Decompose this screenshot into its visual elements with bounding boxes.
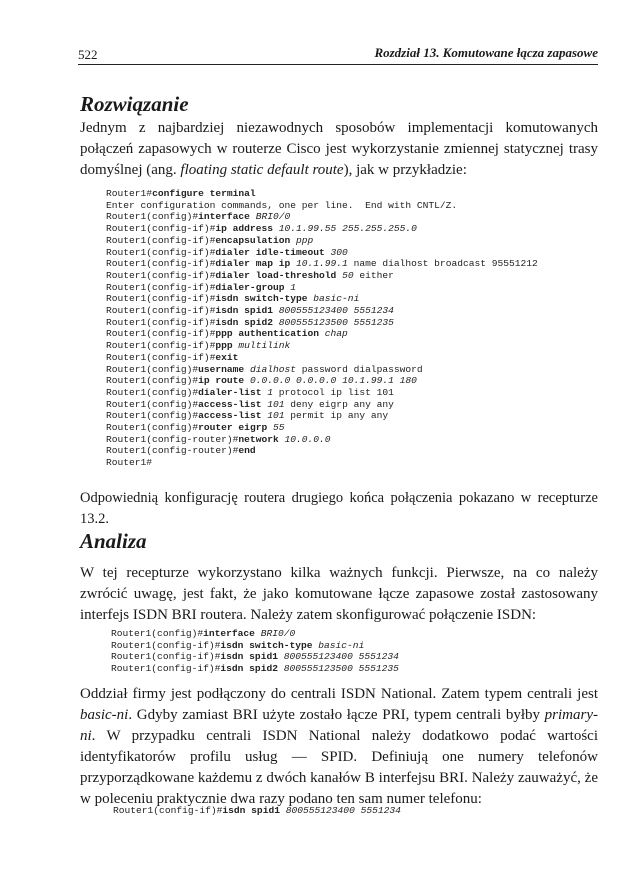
code-line (106, 422, 538, 434)
code-line (111, 651, 399, 663)
code-prompt: Router1(config)# (106, 410, 199, 422)
intro-tail: ), jak w przykładzie: (343, 162, 467, 178)
para2-text-c: . Gdyby zamiast BRI użyte zostało łącze PRI, typem centrali byłby (128, 707, 545, 723)
page-header (78, 45, 598, 63)
code-cmd: isdn spid2 (215, 316, 279, 328)
code-arg: 10.1.99.55 255.255.255.0 (278, 223, 417, 235)
code-tail: permit ip any any (290, 410, 389, 422)
code-prompt: Router1(config)# (106, 422, 199, 434)
code-tail: name dialhost broadcast 95551212 (353, 258, 538, 270)
code-cmd: dialer map ip (215, 258, 296, 270)
para2-text-a: Oddział firmy jest podłączony do centrali ISDN National. Zatem typem centrali jest (80, 686, 598, 702)
page-number: 522 (78, 47, 98, 62)
code-cmd: dialer load-threshold (215, 269, 343, 281)
code-line (106, 282, 538, 294)
intro-term: floating static default route (180, 162, 344, 178)
code-cmd: isdn spid1 (215, 305, 279, 317)
code-prompt: Router1(config-if)# (111, 651, 221, 663)
code-tail: protocol ip list 101 (278, 386, 394, 398)
code-line (106, 258, 538, 270)
code-prompt: Router1(config)# (111, 628, 204, 639)
code-cmd: ppp authentication (215, 328, 325, 340)
code-prompt: Router1(config)# (106, 386, 199, 398)
code-cmd: end (238, 445, 256, 457)
code-prompt: Router1(config-if)# (106, 328, 216, 340)
code-cmd: ppp (215, 340, 239, 352)
code-prompt: Router1(config-if)# (106, 351, 216, 363)
code-arg: 0.0.0.0 0.0.0.0 10.1.99.1 180 (249, 375, 417, 387)
code-prompt: Router1(config-if)# (106, 316, 216, 328)
code-arg: chap (324, 328, 348, 340)
code-line (113, 805, 401, 817)
code-line (106, 211, 538, 223)
intro-lead: Jednym z najbardziej niezawodnych sposobów implementacji komutowanych połączeń zapasowych w routerze Cisco jest wykorzystanie zmiennej statycznej trasy domyślnej (ang. (80, 120, 598, 178)
code-arg: 101 (267, 410, 291, 422)
code-cmd: access-list (198, 398, 268, 410)
code-line (106, 399, 538, 411)
running-head: Rozdział 13. Komutowane łącza zapasowe (374, 45, 598, 60)
code-prompt: Router1(config-if)# (111, 663, 221, 675)
code-line (106, 364, 538, 376)
code-prompt: Router1# (106, 457, 153, 469)
code-cmd: username (198, 363, 250, 375)
code-line (106, 317, 538, 329)
code-arg: 1 (290, 281, 296, 293)
code-prompt: Router1(config-if)# (106, 234, 216, 246)
code-arg: 50 (342, 269, 360, 281)
code-cmd: isdn spid1 (222, 805, 286, 816)
code-prompt: Router1(config)# (106, 363, 199, 375)
isdn-config-listing (111, 628, 399, 675)
code-prompt: Router1(config-router)# (106, 433, 239, 445)
code-cmd: isdn switch-type (215, 293, 314, 305)
section-heading-analysis: Analiza (80, 529, 147, 553)
code-arg: 800555123500 5551235 (278, 316, 394, 328)
code-line (106, 200, 538, 212)
code-prompt: Router1(config)# (106, 398, 199, 410)
code-arg: basic-ni (318, 639, 365, 651)
code-prompt: Enter configuration commands, one per line. End with CNTL/Z. (106, 199, 458, 211)
para2-term-primary-ni: primary-ni (80, 707, 598, 744)
code-line (106, 328, 538, 340)
para2-text-e: . W przypadku centrali ISDN National należy dodatkowo podać wartości identyfikatorów profilu usług — SPID. Definiują one numery telefonów przyporządkowane każdemu z dwóch kanałów B interfejsu BRI. Należy zauważyć, że w poleceniu praktycznie dwa razy podano ten sam numer telefonu: (80, 728, 598, 807)
code-cmd: interface (198, 211, 256, 223)
code-line (106, 235, 538, 247)
spid-listing (113, 805, 401, 817)
analysis-paragraph-1: W tej recepturze wykorzystano kilka ważnych funkcji. Pierwsze, na co należy zwrócić uwagę, jest fakt, że jako komutowane łącze zapasowe został zastosowany interfejs ISDN BRI routera. Należy zatem skonfigurować połączenie ISDN: (80, 565, 598, 623)
code-tail: either (359, 269, 394, 281)
section-heading-solution: Rozwiązanie (80, 92, 189, 116)
code-arg: 800555123500 5551235 (283, 663, 399, 675)
code-cmd: configure terminal (152, 188, 256, 199)
code-arg: 300 (330, 246, 348, 258)
code-line (106, 387, 538, 399)
code-tail: deny eigrp any any (290, 398, 394, 410)
code-line (106, 340, 538, 352)
code-line (106, 247, 538, 259)
code-cmd: ip address (215, 223, 279, 235)
code-arg: multilink (238, 340, 291, 352)
code-line (106, 293, 538, 305)
code-prompt: Router1(config)# (106, 375, 199, 387)
para2-term-basic-ni: basic-ni (80, 707, 129, 723)
code-prompt: Router1(config-if)# (106, 258, 216, 270)
code-cmd: dialer idle-timeout (215, 246, 331, 258)
intro-paragraph (80, 118, 598, 181)
code-prompt: Router1# (106, 188, 153, 199)
code-line (106, 352, 538, 364)
code-line (106, 410, 538, 422)
code-cmd: isdn switch-type (220, 639, 319, 651)
code-arg: 1 (267, 386, 279, 398)
code-cmd: encapsulation (215, 234, 296, 246)
code-arg: basic-ni (313, 293, 360, 305)
code-line (106, 270, 538, 282)
code-cmd: isdn spid1 (220, 651, 284, 663)
code-prompt: Router1(config-if)# (111, 639, 221, 651)
code-arg: dialhost (249, 363, 302, 375)
code-arg: 10.1.99.1 (296, 258, 354, 270)
code-prompt: Router1(config-if)# (106, 293, 216, 305)
code-cmd: isdn spid2 (220, 663, 284, 675)
code-arg: BRI0/0 (260, 628, 296, 639)
config-listing (106, 188, 538, 469)
code-line (111, 663, 399, 675)
code-line (111, 640, 399, 652)
code-cmd: exit (215, 351, 239, 363)
code-line (106, 188, 538, 200)
code-cmd: interface (203, 628, 261, 639)
code-prompt: Router1(config-if)# (106, 281, 216, 293)
code-prompt: Router1(config-if)# (106, 269, 216, 281)
code-prompt: Router1(config-if)# (106, 305, 216, 317)
code-cmd: access-list (198, 410, 268, 422)
code-line (106, 375, 538, 387)
code-line (106, 457, 538, 469)
code-prompt: Router1(config)# (106, 211, 199, 223)
header-rule (78, 64, 598, 65)
reference-paragraph: Odpowiednią konfigurację routera drugiego końca połączenia pokazano w recepturze 13.2. (80, 490, 598, 527)
code-line (106, 305, 538, 317)
code-line (111, 628, 399, 640)
code-tail: password dialpassword (301, 363, 423, 375)
code-line (106, 445, 538, 457)
code-arg: 55 (272, 422, 285, 434)
code-line (106, 223, 538, 235)
code-arg: 101 (267, 398, 291, 410)
code-cmd: dialer-list (198, 386, 268, 398)
code-cmd: ip route (198, 375, 250, 387)
code-prompt: Router1(config-router)# (106, 445, 239, 457)
code-arg: 800555123400 5551234 (285, 805, 401, 816)
code-arg: 800555123400 5551234 (278, 305, 394, 317)
code-arg: 10.0.0.0 (284, 433, 331, 445)
code-prompt: Router1(config-if)# (106, 340, 216, 352)
code-prompt: Router1(config-if)# (106, 223, 216, 235)
code-prompt: Router1(config-if)# (106, 246, 216, 258)
code-arg: ppp (296, 234, 314, 246)
code-prompt: Router1(config-if)# (113, 805, 223, 816)
code-arg: BRI0/0 (255, 211, 291, 223)
code-cmd: network (238, 433, 285, 445)
code-cmd: dialer-group (215, 281, 291, 293)
code-cmd: router eigrp (198, 422, 273, 434)
analysis-paragraph-2 (80, 684, 598, 810)
code-arg: 800555123400 5551234 (283, 651, 399, 663)
code-line (106, 434, 538, 446)
